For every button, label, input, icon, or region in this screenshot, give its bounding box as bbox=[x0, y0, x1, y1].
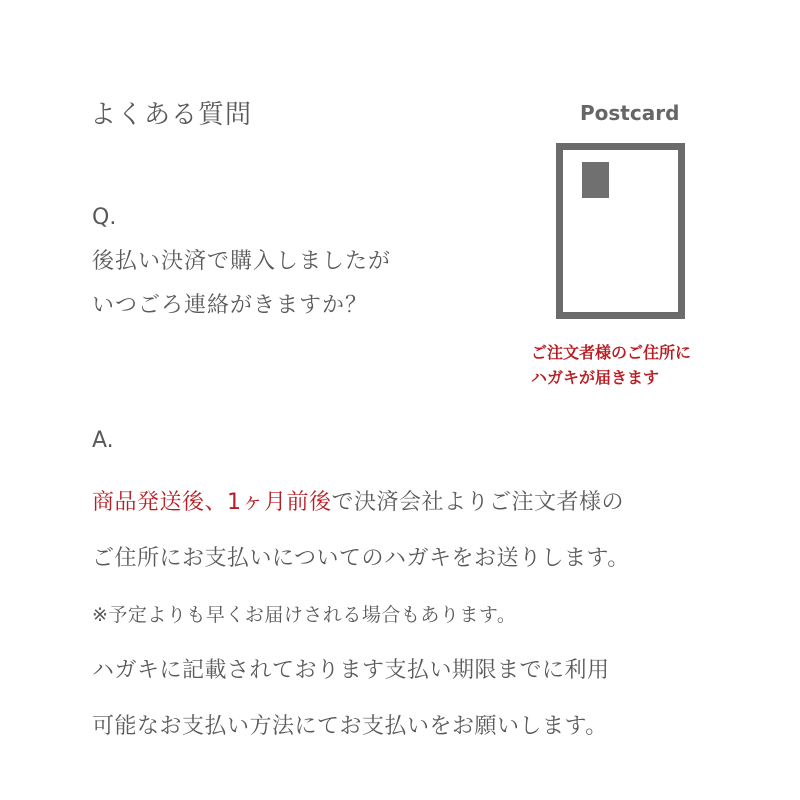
question-marker: Q. bbox=[92, 205, 117, 230]
postcard-label: Postcard bbox=[580, 101, 680, 125]
answer-marker: A. bbox=[92, 428, 114, 453]
answer-line-4: 可能なお支払い方法にてお支払いをお願いします。 bbox=[92, 714, 608, 739]
answer-line-3: ハガキに記載されております支払い期限までに利用 bbox=[92, 658, 610, 683]
answer-note: ※予定よりも早くお届けされる場合もあります。 bbox=[92, 604, 517, 626]
answer-highlight: 商品発送後、1ヶ月前後 bbox=[92, 490, 332, 515]
answer-line-2: ご住所にお支払いについてのハガキをお送りします。 bbox=[92, 546, 630, 571]
answer-line-1 bbox=[92, 475, 630, 531]
question-text bbox=[92, 240, 391, 328]
question-line-1: 後払い決済で購入しましたが bbox=[92, 249, 392, 274]
postcard-icon bbox=[556, 143, 685, 319]
page-title: よくある質問 bbox=[90, 100, 253, 130]
postcard-caption-line-2: ハガキが届きます bbox=[531, 368, 660, 387]
postcard-caption bbox=[531, 340, 691, 390]
answer-line-1-rest: で決済会社よりご注文者様の bbox=[331, 490, 625, 515]
postcard-caption-line-1: ご注文者様のご住所に bbox=[531, 343, 692, 362]
answer-text bbox=[92, 475, 630, 755]
question-line-2: いつごろ連絡がきますか？ bbox=[92, 293, 369, 318]
stamp-icon bbox=[582, 162, 609, 198]
